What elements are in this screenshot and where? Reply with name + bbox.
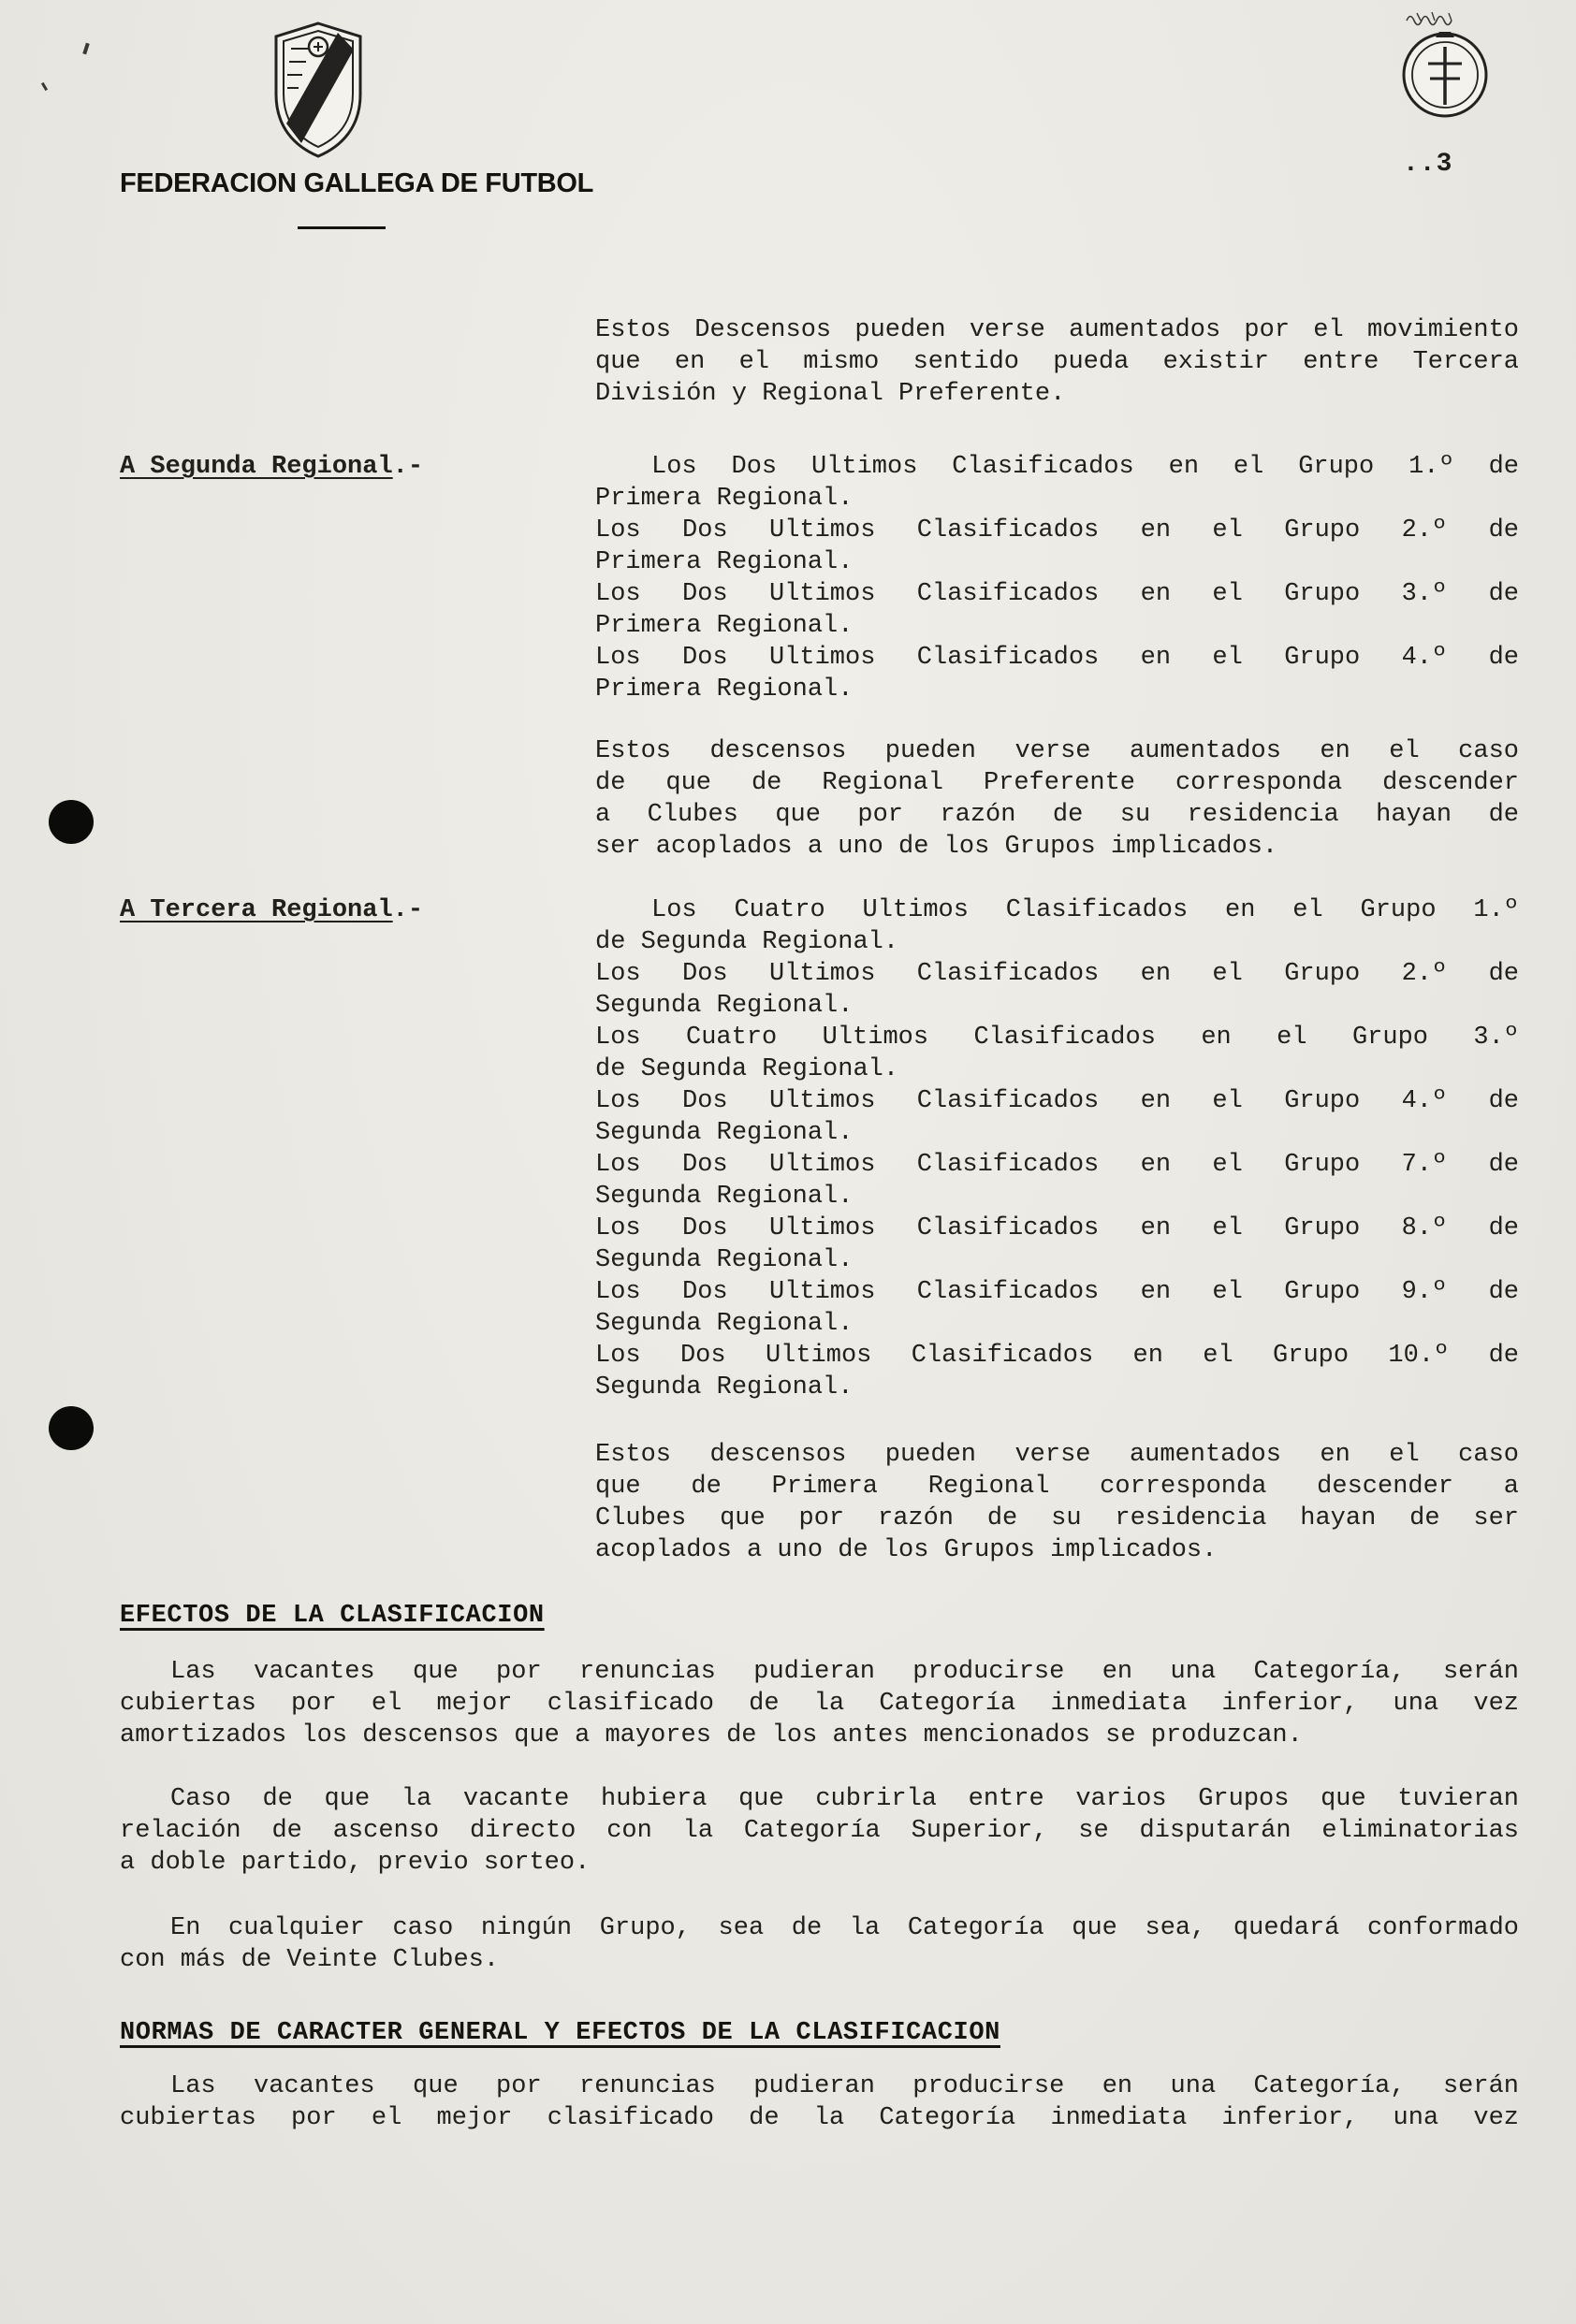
text-line: con más de Veinte Clubes. bbox=[120, 1946, 500, 1974]
heading-normas: NORMAS DE CARACTER GENERAL Y EFECTOS DE LA CLASIFICACION bbox=[120, 2019, 1000, 2047]
entry bbox=[595, 451, 1519, 515]
text-line: Estos descensos pueden verse aumentados en el caso bbox=[595, 737, 1519, 765]
entry bbox=[595, 515, 1519, 578]
text-line: que en el mismo sentido pueda existir entre Tercera bbox=[595, 348, 1519, 376]
segunda-entries bbox=[595, 451, 1519, 705]
entry-line: de Segunda Regional. bbox=[595, 1055, 899, 1083]
text-line: de que de Regional Preferente corresponda descender bbox=[595, 769, 1519, 797]
entry-line: Segunda Regional. bbox=[595, 1373, 854, 1402]
text-line: a Clubes que por razón de su residencia hayan de bbox=[595, 801, 1519, 829]
paragraph bbox=[120, 2070, 1519, 2134]
segunda-note bbox=[595, 735, 1519, 863]
text-line: acoplados a uno de los Grupos implicados. bbox=[595, 1536, 1218, 1564]
intro-row bbox=[120, 314, 1519, 410]
section-label-tercera bbox=[120, 894, 595, 926]
entry-line: Los Dos Ultimos Clasificados en el Grupo 4.º de bbox=[595, 1087, 1519, 1115]
text-line: cubiertas por el mejor clasificado de la Categoría inmediata inferior, una vez bbox=[120, 2104, 1519, 2132]
paragraph bbox=[595, 735, 1519, 863]
text-line: ser acoplados a uno de los Grupos implicados. bbox=[595, 833, 1278, 861]
entry-line: Los Dos Ultimos Clasificados en el Grupo 3.º de bbox=[595, 580, 1519, 608]
hole-punch bbox=[49, 1406, 94, 1450]
intro-paragraph bbox=[595, 314, 1519, 410]
org-title: FEDERACION GALLEGA DE FUTBOL bbox=[120, 168, 594, 198]
text-line: a doble partido, previo sorteo. bbox=[120, 1849, 591, 1877]
federation-crest-icon bbox=[270, 21, 366, 159]
entry bbox=[595, 1340, 1519, 1403]
tercera-entries bbox=[595, 894, 1519, 1403]
text-line: Caso de que la vacante hubiera que cubrirla entre varios Grupos que tuvieran bbox=[170, 1785, 1519, 1813]
section-tercera bbox=[120, 894, 1519, 1403]
tercera-note-row bbox=[120, 1439, 1519, 1566]
text-line: Estos Descensos pueden verse aumentados por el movimiento bbox=[595, 316, 1519, 344]
text-line: amortizados los descensos que a mayores de los antes mencionados se produzcan. bbox=[120, 1721, 1303, 1750]
entry bbox=[595, 1022, 1519, 1085]
entry-line: Los Dos Ultimos Clasificados en el Grupo 7.º de bbox=[595, 1151, 1519, 1179]
text-line: que de Primera Regional corresponda descender a bbox=[595, 1473, 1519, 1501]
text-line: Las vacantes que por renuncias pudieran producirse en una Categoría, serán bbox=[170, 2072, 1519, 2100]
document-body bbox=[120, 314, 1519, 2134]
handwritten-mark bbox=[1404, 6, 1469, 28]
entry bbox=[595, 958, 1519, 1022]
entry-line: Los Dos Ultimos Clasificados en el Grupo 9.º de bbox=[595, 1278, 1519, 1306]
section-label-text: A Tercera Regional bbox=[120, 896, 393, 924]
entry-line: Los Dos Ultimos Clasificados en el Grupo 1.º de bbox=[651, 453, 1519, 481]
paragraph bbox=[595, 314, 1519, 410]
text-line: División y Regional Preferente. bbox=[595, 380, 1066, 408]
section-label-text: A Segunda Regional bbox=[120, 453, 393, 481]
entry bbox=[595, 1085, 1519, 1149]
entry-line: Segunda Regional. bbox=[595, 1310, 854, 1338]
entry bbox=[595, 578, 1519, 642]
entry bbox=[595, 1276, 1519, 1340]
entry-line: Los Cuatro Ultimos Clasificados en el Grupo 1.º bbox=[651, 896, 1519, 924]
section-label-segunda bbox=[120, 451, 595, 483]
segunda-note-row bbox=[120, 735, 1519, 863]
entry bbox=[595, 642, 1519, 705]
entry-line: de Segunda Regional. bbox=[595, 928, 899, 956]
text-line: cubiertas por el mejor clasificado de la Categoría inmediata inferior, una vez bbox=[120, 1690, 1519, 1718]
tercera-note bbox=[595, 1439, 1519, 1566]
entry-line: Los Dos Ultimos Clasificados en el Grupo 10.º de bbox=[595, 1342, 1519, 1370]
entry-line: Primera Regional. bbox=[595, 485, 854, 513]
scan-speck bbox=[82, 43, 90, 55]
entry-line: Los Cuatro Ultimos Clasificados en el Grupo 3.º bbox=[595, 1024, 1519, 1052]
entry-line: Segunda Regional. bbox=[595, 1119, 854, 1147]
entry bbox=[595, 1213, 1519, 1276]
heading-efectos: EFECTOS DE LA CLASIFICACION bbox=[120, 1602, 545, 1630]
text-line: relación de ascenso directo con la Categoría Superior, se disputarán eliminatorias bbox=[120, 1817, 1519, 1845]
entry-line: Segunda Regional. bbox=[595, 1183, 854, 1211]
entry bbox=[595, 894, 1519, 958]
hole-punch bbox=[49, 800, 94, 844]
text-line: Clubes que por razón de su residencia hayan de ser bbox=[595, 1504, 1519, 1532]
section-label-suffix: .- bbox=[392, 896, 424, 924]
entry-line: Los Dos Ultimos Clasificados en el Grupo 4.º de bbox=[595, 644, 1519, 672]
org-title-underline bbox=[298, 226, 386, 229]
entry-line: Primera Regional. bbox=[595, 675, 854, 704]
entry-line: Primera Regional. bbox=[595, 612, 854, 640]
text-line: En cualquier caso ningún Grupo, sea de la Categoría que sea, quedará conformado bbox=[170, 1914, 1519, 1942]
entry-line: Los Dos Ultimos Clasificados en el Grupo 2.º de bbox=[595, 960, 1519, 988]
paragraph bbox=[120, 1783, 1519, 1879]
text-line: Las vacantes que por renuncias pudieran producirse en una Categoría, serán bbox=[170, 1658, 1519, 1686]
club-crest-icon bbox=[1400, 28, 1490, 120]
entry bbox=[595, 1149, 1519, 1213]
entry-line: Los Dos Ultimos Clasificados en el Grupo 2.º de bbox=[595, 516, 1519, 545]
entry-line: Segunda Regional. bbox=[595, 1246, 854, 1274]
paragraph bbox=[595, 1439, 1519, 1566]
entry-line: Segunda Regional. bbox=[595, 992, 854, 1020]
entry-line: Primera Regional. bbox=[595, 548, 854, 576]
section-label-suffix: .- bbox=[392, 453, 424, 481]
text-line: Estos descensos pueden verse aumentados en el caso bbox=[595, 1441, 1519, 1469]
paragraph bbox=[120, 1656, 1519, 1751]
section-segunda bbox=[120, 451, 1519, 705]
page-number: ..3 bbox=[1403, 150, 1453, 179]
paragraph bbox=[120, 1912, 1519, 1976]
scan-speck bbox=[41, 82, 48, 91]
entry-line: Los Dos Ultimos Clasificados en el Grupo 8.º de bbox=[595, 1214, 1519, 1242]
